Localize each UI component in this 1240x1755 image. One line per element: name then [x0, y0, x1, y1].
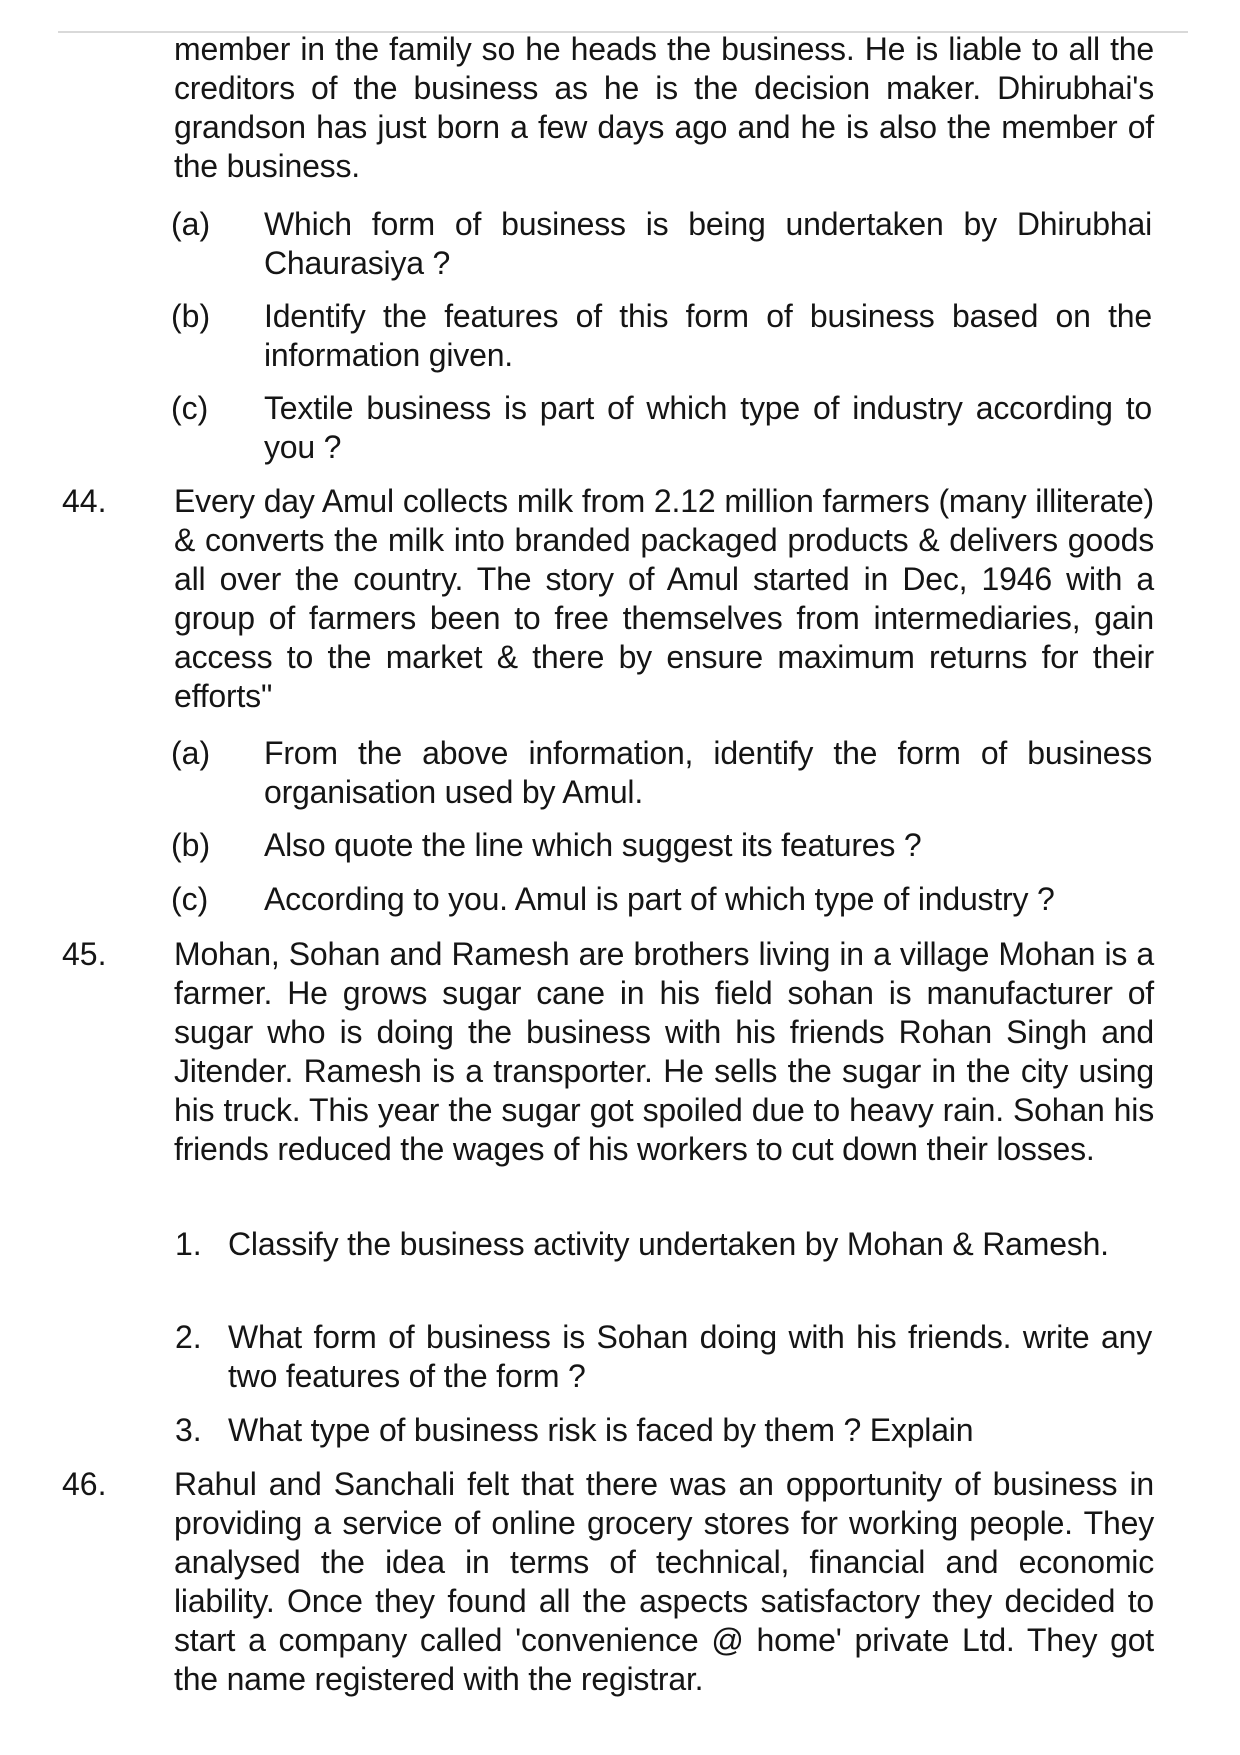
- q45-item-2-text: What form of business is Sohan doing with his friends. write any two features of the form ?: [228, 1319, 1152, 1394]
- q46-text: Rahul and Sanchali felt that there was an opportunity of business in providing a service of online grocery stores for working people. They analysed the idea in terms of technical, financial and economic liability. Once they found all the aspects satisfactory they decided to start a company called 'convenience @ home' private Ltd. They got the name registered with the registrar.: [174, 1466, 1154, 1697]
- q43-part-a-label: (a): [171, 206, 211, 242]
- q45-item-1-label: 1.: [175, 1226, 202, 1262]
- q43-part-c-text: Textile business is part of which type of industry according to you ?: [264, 390, 1152, 465]
- q43-part-b-text: Identify the features of this form of business based on the information given.: [264, 298, 1152, 373]
- q44-part-b-text: Also quote the line which suggest its features ?: [264, 827, 922, 863]
- q44-part-c-label: (c): [171, 881, 209, 917]
- q45-item-3-label: 3.: [175, 1412, 202, 1448]
- q44-number: 44.: [62, 483, 107, 519]
- q46-number: 46.: [62, 1466, 107, 1502]
- q45-item-2-label: 2.: [175, 1319, 202, 1355]
- intro-paragraph: member in the family so he heads the business. He is liable to all the creditors of the business as he is the decision maker. Dhirubhai's grandson has just born a few days ago and he is also the member of the business.: [174, 31, 1154, 184]
- q44-part-a-label: (a): [171, 735, 211, 771]
- q44-text: Every day Amul collects milk from 2.12 million farmers (many illiterate) & converts the milk into branded packaged products & delivers goods all over the country. The story of Amul started in Dec, 1946 with a group of farmers been to free themselves from intermediaries, gain access to the market & there by ensure maximum returns for their efforts": [174, 483, 1154, 714]
- q44-part-c-text: According to you. Amul is part of which type of industry ?: [264, 881, 1055, 917]
- q45-item-3-text: What type of business risk is faced by them ? Explain: [228, 1412, 974, 1448]
- q44-part-b-label: (b): [171, 827, 211, 863]
- q43-part-c-label: (c): [171, 390, 209, 426]
- q45-number: 45.: [62, 936, 107, 972]
- q44-part-a-text: From the above information, identify the form of business organisation used by Amul.: [264, 735, 1152, 810]
- q43-part-a-text: Which form of business is being undertaken by Dhirubhai Chaurasiya ?: [264, 206, 1152, 281]
- q43-part-b-label: (b): [171, 298, 211, 334]
- q45-text: Mohan, Sohan and Ramesh are brothers living in a village Mohan is a farmer. He grows sugar cane in his field sohan is manufacturer of sugar who is doing the business with his friends Rohan Singh and Jitender. Ramesh is a transporter. He sells the sugar in the city using his truck. This year the sugar got spoiled due to heavy rain. Sohan his friends reduced the wages of his workers to cut down their losses.: [174, 936, 1154, 1167]
- q45-item-1-text: Classify the business activity undertaken by Mohan & Ramesh.: [228, 1226, 1109, 1262]
